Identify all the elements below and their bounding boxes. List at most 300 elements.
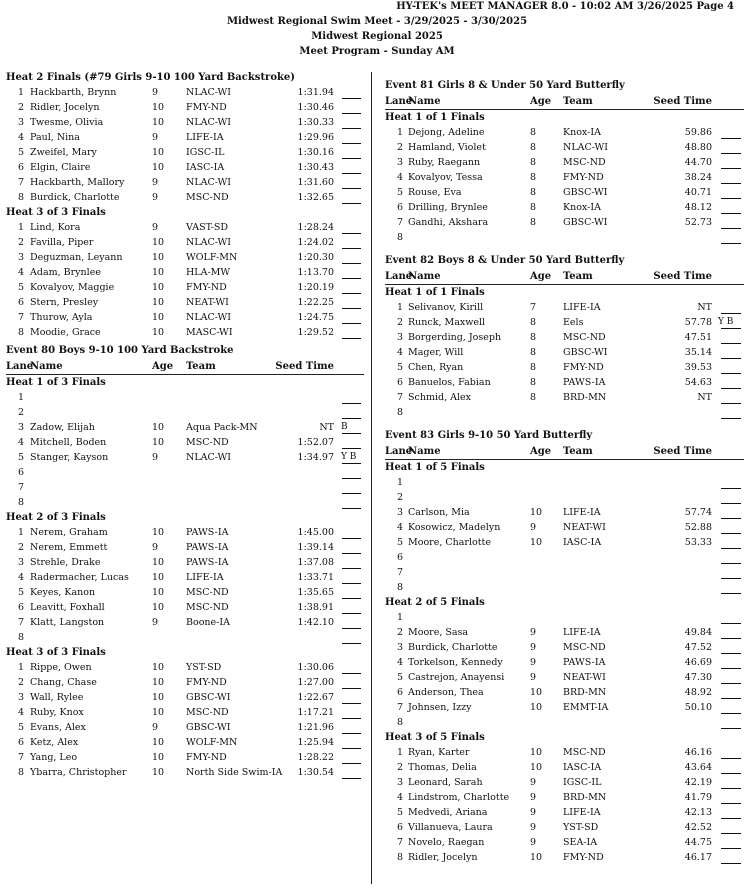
entry-name: Strehle, Drake bbox=[30, 557, 101, 568]
entry-team: MSC-ND bbox=[186, 587, 229, 598]
entry-time-blank bbox=[721, 418, 741, 419]
entry-age: 10 bbox=[152, 312, 165, 323]
entry-lane: 4 bbox=[17, 437, 24, 448]
entry-team: North Side Swim-IA bbox=[186, 767, 283, 778]
entry-name: Ruby, Knox bbox=[30, 707, 84, 718]
entry-row bbox=[0, 127, 754, 142]
entry-row bbox=[0, 717, 754, 732]
entry-age: 9 bbox=[530, 657, 537, 668]
entry-team: NLAC-WI bbox=[186, 87, 231, 98]
column-header-lane: Lane bbox=[385, 96, 413, 107]
entry-time-blank bbox=[721, 713, 741, 714]
entry-seed: 1:28.22 bbox=[297, 752, 334, 763]
entry-name: Hackbarth, Mallory bbox=[30, 177, 125, 188]
entry-team: MSC-ND bbox=[186, 192, 229, 203]
entry-time-blank bbox=[721, 803, 741, 804]
entry-name: Hackbarth, Brynn bbox=[30, 87, 117, 98]
entry-age: 8 bbox=[530, 332, 537, 343]
entry-lane: 7 bbox=[396, 702, 403, 713]
entry-lane: 6 bbox=[396, 822, 403, 833]
entry-age: 10 bbox=[530, 507, 543, 518]
column-header-seed: Seed Time bbox=[653, 271, 712, 282]
entry-age: 8 bbox=[530, 347, 537, 358]
entry-name: Leavitt, Foxhall bbox=[30, 602, 105, 613]
entry-age: 10 bbox=[530, 687, 543, 698]
entry-lane: 3 bbox=[17, 422, 24, 433]
entry-name: Moore, Charlotte bbox=[408, 537, 491, 548]
entry-time-blank bbox=[721, 343, 741, 344]
column-header-team: Team bbox=[186, 361, 216, 372]
entry-age: 9 bbox=[152, 722, 159, 733]
entry-row bbox=[0, 302, 754, 317]
entry-flag: Y B bbox=[341, 452, 357, 462]
entry-team: NLAC-WI bbox=[186, 177, 231, 188]
entry-seed: 39.53 bbox=[684, 362, 712, 373]
entry-age: 8 bbox=[530, 172, 537, 183]
entry-lane: 5 bbox=[396, 362, 403, 373]
entry-team: NEAT-WI bbox=[186, 297, 229, 308]
heat-title: Heat 2 Finals (#79 Girls 9-10 100 Yard Backstroke) bbox=[6, 72, 296, 83]
entry-lane: 3 bbox=[17, 117, 24, 128]
entry-team: MSC-ND bbox=[186, 707, 229, 718]
entry-team: Knox-IA bbox=[563, 202, 601, 213]
entry-seed: 1:38.91 bbox=[297, 602, 334, 613]
entry-seed: 59.86 bbox=[684, 127, 712, 138]
entry-lane: 7 bbox=[17, 312, 24, 323]
entry-name: Adam, Brynlee bbox=[30, 267, 101, 278]
entry-seed: 48.80 bbox=[684, 142, 712, 153]
entry-age: 10 bbox=[152, 327, 165, 338]
entry-age: 10 bbox=[152, 527, 165, 538]
entry-team: MSC-ND bbox=[563, 642, 606, 653]
entry-lane: 6 bbox=[17, 602, 24, 613]
entry-lane: 3 bbox=[396, 777, 403, 788]
entry-team: PAWS-IA bbox=[186, 527, 229, 538]
entry-name: Runck, Maxwell bbox=[408, 317, 486, 328]
entry-seed: 44.75 bbox=[684, 837, 712, 848]
entry-lane: 4 bbox=[17, 572, 24, 583]
entry-lane: 5 bbox=[396, 807, 403, 818]
entry-age: 10 bbox=[152, 662, 165, 673]
entry-time-blank bbox=[721, 818, 741, 819]
entry-time-blank bbox=[721, 168, 741, 169]
entry-age: 10 bbox=[152, 267, 165, 278]
entry-lane: 7 bbox=[396, 392, 403, 403]
entry-seed: 42.52 bbox=[684, 822, 712, 833]
entry-name: Mager, Will bbox=[408, 347, 464, 358]
entry-seed: 1:29.52 bbox=[297, 327, 334, 338]
entry-age: 9 bbox=[530, 627, 537, 638]
entry-age: 10 bbox=[152, 692, 165, 703]
entry-row bbox=[0, 672, 754, 687]
column-header-row bbox=[0, 271, 754, 285]
entry-row bbox=[0, 657, 754, 672]
column-header-row bbox=[0, 446, 754, 460]
entry-lane: 7 bbox=[17, 752, 24, 763]
entry-row bbox=[0, 347, 754, 362]
entry-age: 9 bbox=[152, 452, 159, 463]
entry-team: SEA-IA bbox=[563, 837, 598, 848]
entry-team: WOLF-MN bbox=[186, 737, 238, 748]
entry-seed: 1:29.96 bbox=[297, 132, 334, 143]
entry-team: MSC-ND bbox=[563, 157, 606, 168]
entry-time-blank bbox=[721, 138, 741, 139]
entry-team: NEAT-WI bbox=[563, 672, 606, 683]
entry-row bbox=[0, 792, 754, 807]
entry-seed: 48.12 bbox=[684, 202, 712, 213]
entry-age: 9 bbox=[152, 177, 159, 188]
entry-age: 9 bbox=[152, 87, 159, 98]
entry-row bbox=[0, 232, 754, 247]
entry-lane: 5 bbox=[17, 147, 24, 158]
entry-age: 9 bbox=[152, 542, 159, 553]
entry-age: 10 bbox=[530, 702, 543, 713]
column-header-seed: Seed Time bbox=[653, 96, 712, 107]
entry-row bbox=[0, 187, 754, 202]
entry-lane: 7 bbox=[17, 482, 24, 493]
entry-team: HLA-MW bbox=[186, 267, 231, 278]
entry-seed: 1:28.24 bbox=[297, 222, 334, 233]
entry-seed: 42.13 bbox=[684, 807, 712, 818]
entry-name: Ridler, Jocelyn bbox=[30, 102, 100, 113]
entry-time-blank bbox=[721, 593, 741, 594]
entry-name: Kosowicz, Madelyn bbox=[408, 522, 501, 533]
entry-name: Borgerding, Joseph bbox=[408, 332, 502, 343]
entry-age: 9 bbox=[530, 522, 537, 533]
column-header-age: Age bbox=[530, 271, 552, 282]
entry-age: 10 bbox=[152, 237, 165, 248]
entry-team: LIFE-IA bbox=[186, 572, 224, 583]
entry-name: Nerem, Emmett bbox=[30, 542, 108, 553]
entry-seed: 47.51 bbox=[684, 332, 712, 343]
entry-seed: NT bbox=[697, 392, 712, 403]
entry-row bbox=[0, 777, 754, 792]
entry-name: Selivanov, Kirill bbox=[408, 302, 484, 313]
entry-age: 8 bbox=[530, 392, 537, 403]
entry-time-blank bbox=[721, 388, 741, 389]
entry-age: 10 bbox=[152, 767, 165, 778]
entry-seed: 53.33 bbox=[684, 537, 712, 548]
entry-row bbox=[0, 582, 754, 597]
entry-lane: 1 bbox=[396, 612, 403, 623]
entry-lane: 3 bbox=[17, 557, 24, 568]
entry-team: BRD-MN bbox=[563, 392, 607, 403]
entry-team: NLAC-WI bbox=[186, 452, 231, 463]
entry-time-blank bbox=[721, 698, 741, 699]
entry-time-blank bbox=[342, 598, 361, 599]
entry-lane: 3 bbox=[396, 157, 403, 168]
entry-team: FMY-ND bbox=[563, 362, 604, 373]
entry-team: FMY-ND bbox=[186, 677, 227, 688]
entry-age: 7 bbox=[530, 302, 537, 313]
entry-lane: 8 bbox=[396, 407, 403, 418]
entry-row bbox=[0, 762, 754, 777]
entry-lane: 4 bbox=[396, 347, 403, 358]
entry-seed: 48.92 bbox=[684, 687, 712, 698]
heat-title: Heat 3 of 3 Finals bbox=[6, 207, 106, 218]
heat-title: Heat 3 of 3 Finals bbox=[6, 647, 106, 658]
entry-team: MSC-ND bbox=[186, 602, 229, 613]
entry-seed: 1:25.94 bbox=[297, 737, 334, 748]
entry-seed: 1:24.02 bbox=[297, 237, 334, 248]
entry-age: 9 bbox=[152, 132, 159, 143]
entry-name: Villanueva, Laura bbox=[408, 822, 493, 833]
entry-team: Knox-IA bbox=[563, 127, 601, 138]
entry-age: 10 bbox=[530, 852, 543, 863]
entry-team: IASC-IA bbox=[563, 537, 602, 548]
entry-team: LIFE-IA bbox=[563, 507, 601, 518]
entry-age: 8 bbox=[530, 217, 537, 228]
entry-time-blank bbox=[721, 758, 741, 759]
entry-name: Ybarra, Christopher bbox=[30, 767, 127, 778]
entry-age: 8 bbox=[530, 187, 537, 198]
entry-age: 10 bbox=[152, 252, 165, 263]
entry-time-blank bbox=[721, 503, 741, 504]
entry-team: PAWS-IA bbox=[186, 542, 229, 553]
entry-name: Medvedi, Ariana bbox=[408, 807, 488, 818]
entry-lane: 5 bbox=[17, 722, 24, 733]
entry-seed: 50.10 bbox=[684, 702, 712, 713]
entry-lane: 6 bbox=[396, 202, 403, 213]
entry-name: Ryan, Karter bbox=[408, 747, 470, 758]
entry-lane: 8 bbox=[396, 232, 403, 243]
entry-team: GBSC-WI bbox=[186, 692, 231, 703]
entry-age: 10 bbox=[152, 737, 165, 748]
entry-name: Torkelson, Kennedy bbox=[408, 657, 503, 668]
entry-team: GBSC-WI bbox=[186, 722, 231, 733]
entry-name: Kovalyov, Tessa bbox=[408, 172, 483, 183]
entry-row bbox=[0, 507, 754, 522]
entry-age: 10 bbox=[152, 422, 165, 433]
event-title: Event 83 Girls 9-10 50 Yard Butterfly bbox=[385, 430, 593, 441]
entry-team: NLAC-WI bbox=[186, 117, 231, 128]
entry-time-blank bbox=[721, 403, 741, 404]
column-header-team: Team bbox=[563, 446, 593, 457]
entry-name: Drilling, Brynlee bbox=[408, 202, 488, 213]
entry-lane: 4 bbox=[396, 172, 403, 183]
entry-team: MSC-ND bbox=[563, 747, 606, 758]
entry-team: LIFE-IA bbox=[563, 302, 601, 313]
entry-name: Mitchell, Boden bbox=[30, 437, 107, 448]
entry-name: Anderson, Thea bbox=[408, 687, 484, 698]
entry-time-blank bbox=[721, 638, 741, 639]
entry-name: Gandhi, Akshara bbox=[408, 217, 489, 228]
heat-title: Heat 1 of 5 Finals bbox=[385, 462, 485, 473]
entry-name: Paul, Nina bbox=[30, 132, 80, 143]
entry-name: Radermacher, Lucas bbox=[30, 572, 129, 583]
entry-seed: 57.74 bbox=[684, 507, 712, 518]
entry-team: LIFE-IA bbox=[186, 132, 224, 143]
entry-seed: 1:17.21 bbox=[297, 707, 334, 718]
entry-time-blank bbox=[342, 433, 361, 434]
entry-lane: 1 bbox=[396, 747, 403, 758]
entry-name: Ruby, Raegann bbox=[408, 157, 481, 168]
entry-age: 9 bbox=[530, 672, 537, 683]
entry-time-blank bbox=[721, 578, 741, 579]
entry-age: 9 bbox=[152, 617, 159, 628]
entry-row bbox=[0, 157, 754, 172]
entry-team: VAST-SD bbox=[186, 222, 229, 233]
entry-team: BRD-MN bbox=[563, 792, 607, 803]
entry-seed: 1:30.06 bbox=[297, 662, 334, 673]
entry-seed: 42.19 bbox=[684, 777, 712, 788]
entry-lane: 8 bbox=[396, 582, 403, 593]
entry-row bbox=[0, 552, 754, 567]
entry-lane: 1 bbox=[396, 127, 403, 138]
entry-time-blank bbox=[721, 153, 741, 154]
entry-age: 8 bbox=[530, 362, 537, 373]
entry-age: 9 bbox=[530, 837, 537, 848]
entry-row bbox=[0, 172, 754, 187]
entry-seed: 35.14 bbox=[684, 347, 712, 358]
entry-seed: 1:37.08 bbox=[297, 557, 334, 568]
entry-lane: 1 bbox=[396, 302, 403, 313]
entry-name: Nerem, Graham bbox=[30, 527, 108, 538]
entry-time-blank bbox=[721, 373, 741, 374]
entry-team: PAWS-IA bbox=[563, 657, 606, 668]
entry-seed: NT bbox=[319, 422, 334, 433]
heat-title: Heat 1 of 3 Finals bbox=[6, 377, 106, 388]
entry-seed: 46.17 bbox=[684, 852, 712, 863]
entry-seed: 38.24 bbox=[684, 172, 712, 183]
entry-seed: 47.30 bbox=[684, 672, 712, 683]
entry-row bbox=[0, 687, 754, 702]
entry-age: 10 bbox=[152, 677, 165, 688]
entry-name: Evans, Alex bbox=[30, 722, 86, 733]
entry-time-blank bbox=[721, 328, 741, 329]
entry-row bbox=[0, 362, 754, 377]
entry-row bbox=[0, 377, 754, 392]
entry-name: Hamland, Violet bbox=[408, 142, 486, 153]
entry-lane: 4 bbox=[396, 522, 403, 533]
entry-name: Johnsen, Izzy bbox=[408, 702, 472, 713]
entry-team: NLAC-WI bbox=[186, 312, 231, 323]
entry-row bbox=[0, 252, 754, 267]
column-header-team: Team bbox=[563, 271, 593, 282]
entry-team: GBSC-WI bbox=[563, 347, 608, 358]
entry-name: Rouse, Eva bbox=[408, 187, 462, 198]
entry-time-blank bbox=[721, 728, 741, 729]
entry-lane: 6 bbox=[17, 467, 24, 478]
entry-seed: 40.71 bbox=[684, 187, 712, 198]
entry-name: Ketz, Alex bbox=[30, 737, 79, 748]
entry-age: 8 bbox=[530, 142, 537, 153]
entry-lane: 6 bbox=[17, 162, 24, 173]
entry-time-blank bbox=[721, 668, 741, 669]
column-header-rule bbox=[385, 109, 744, 110]
entry-team: IASC-IA bbox=[563, 762, 602, 773]
column-header-age: Age bbox=[530, 96, 552, 107]
entry-seed: 46.16 bbox=[684, 747, 712, 758]
entry-seed: 1:52.07 bbox=[297, 437, 334, 448]
entry-team: GBSC-WI bbox=[563, 217, 608, 228]
entry-lane: 2 bbox=[396, 317, 403, 328]
entry-lane: 7 bbox=[17, 617, 24, 628]
entry-row bbox=[0, 492, 754, 507]
entry-lane: 4 bbox=[396, 657, 403, 668]
entry-age: 9 bbox=[530, 777, 537, 788]
entry-name: Deguzman, Leyann bbox=[30, 252, 123, 263]
entry-time-blank bbox=[721, 533, 741, 534]
entry-row bbox=[0, 142, 754, 157]
heat-title: Heat 3 of 5 Finals bbox=[385, 732, 485, 743]
entry-lane: 8 bbox=[17, 632, 24, 643]
entry-name: Banuelos, Fabian bbox=[408, 377, 491, 388]
entry-name: Zweifel, Mary bbox=[30, 147, 97, 158]
entry-lane: 2 bbox=[17, 677, 24, 688]
entry-name: Dejong, Adeline bbox=[408, 127, 485, 138]
entry-age: 9 bbox=[530, 807, 537, 818]
entry-time-blank bbox=[721, 183, 741, 184]
entry-time-blank bbox=[342, 293, 361, 294]
column-header-seed: Seed Time bbox=[275, 361, 334, 372]
entry-row bbox=[0, 522, 754, 537]
entry-time-blank bbox=[721, 683, 741, 684]
column-header-name: Name bbox=[408, 96, 441, 107]
entry-time-blank bbox=[721, 243, 741, 244]
entry-time-blank bbox=[342, 113, 361, 114]
entry-time-blank bbox=[342, 463, 361, 464]
entry-lane: 1 bbox=[17, 392, 24, 403]
entry-row bbox=[0, 477, 754, 492]
entry-lane: 2 bbox=[17, 237, 24, 248]
entry-lane: 5 bbox=[17, 282, 24, 293]
entry-lane: 6 bbox=[17, 737, 24, 748]
entry-time-blank bbox=[721, 358, 741, 359]
entry-lane: 1 bbox=[17, 87, 24, 98]
entry-lane: 7 bbox=[396, 567, 403, 578]
entry-seed: 1:35.65 bbox=[297, 587, 334, 598]
entry-lane: 5 bbox=[396, 672, 403, 683]
heat-title: Heat 1 of 1 Finals bbox=[385, 112, 485, 123]
entry-team: YST-SD bbox=[186, 662, 222, 673]
entry-team: FMY-ND bbox=[563, 852, 604, 863]
entry-team: GBSC-WI bbox=[563, 187, 608, 198]
report-header-software: HY-TEK's MEET MANAGER 8.0 - 10:02 AM 3/26/2025 Page 4 bbox=[396, 1, 734, 12]
entry-age: 8 bbox=[530, 157, 537, 168]
entry-lane: 8 bbox=[17, 327, 24, 338]
entry-name: Rippe, Owen bbox=[30, 662, 92, 673]
entry-age: 10 bbox=[152, 147, 165, 158]
entry-seed: 1:30.54 bbox=[297, 767, 334, 778]
entry-lane: 2 bbox=[396, 762, 403, 773]
entry-lane: 2 bbox=[396, 492, 403, 503]
column-header-name: Name bbox=[30, 361, 63, 372]
entry-seed: 1:31.94 bbox=[297, 87, 334, 98]
entry-team: IGSC-IL bbox=[186, 147, 225, 158]
entry-name: Moore, Sasa bbox=[408, 627, 469, 638]
entry-lane: 8 bbox=[17, 767, 24, 778]
entry-team: IASC-IA bbox=[186, 162, 225, 173]
column-header-lane: Lane bbox=[385, 446, 413, 457]
entry-age: 10 bbox=[152, 707, 165, 718]
entry-team: Aqua Pack-MN bbox=[186, 422, 258, 433]
entry-name: Burdick, Charlotte bbox=[30, 192, 120, 203]
entry-row bbox=[0, 612, 754, 627]
entry-seed: 1:20.30 bbox=[297, 252, 334, 263]
entry-lane: 4 bbox=[17, 707, 24, 718]
event-title: Event 81 Girls 8 & Under 50 Yard Butterfly bbox=[385, 80, 625, 91]
entry-team: MSC-ND bbox=[186, 437, 229, 448]
entry-team: IGSC-IL bbox=[563, 777, 602, 788]
entry-seed: 1:32.65 bbox=[297, 192, 334, 203]
entry-team: WOLF-MN bbox=[186, 252, 238, 263]
report-header-meet-name: Midwest Regional 2025 bbox=[311, 31, 443, 42]
column-header-team: Team bbox=[563, 96, 593, 107]
entry-lane: 2 bbox=[17, 407, 24, 418]
entry-time-blank bbox=[721, 773, 741, 774]
entry-name: Schmid, Alex bbox=[408, 392, 471, 403]
